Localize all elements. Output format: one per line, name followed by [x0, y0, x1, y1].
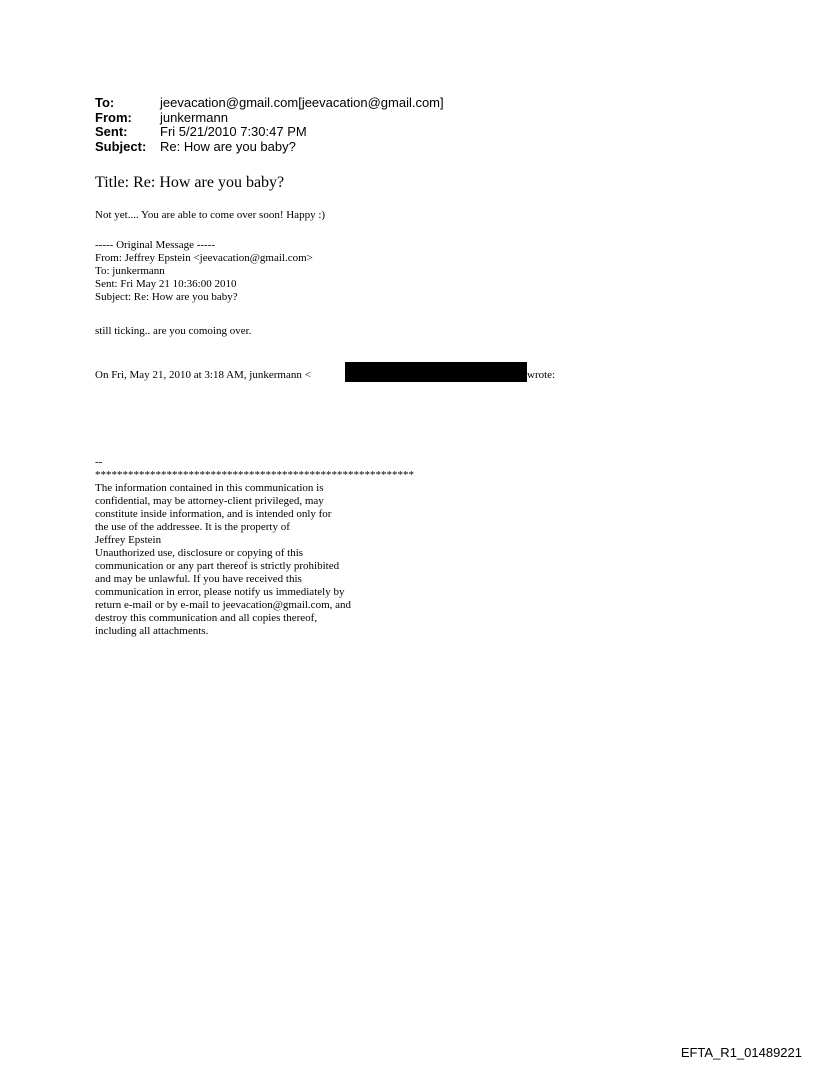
- signature-line: Jeffrey Epstein: [95, 534, 162, 546]
- document-id: EFTA_R1_01489221: [680, 1045, 802, 1060]
- subject-label: Subject:: [95, 138, 147, 154]
- signature-block: [95, 456, 414, 638]
- signature-line: Unauthorized use, disclosure or copying of this: [95, 547, 304, 559]
- original-body: still ticking.. are you comoing over.: [95, 325, 252, 337]
- signature-line: and may be unlawful. If you have received this: [95, 573, 302, 585]
- original-subject: Subject: Re: How are you baby?: [95, 291, 238, 303]
- header-from-row: [95, 111, 444, 126]
- header-to-row: [95, 96, 444, 111]
- signature-line: communication in error, please notify us immediately by: [95, 586, 345, 598]
- quote-line-prefix: On Fri, May 21, 2010 at 3:18 AM, junkermann <: [95, 369, 311, 381]
- original-from: From: Jeffrey Epstein <jeevacation@gmail.com>: [95, 252, 313, 264]
- signature-dashes: --: [95, 456, 103, 468]
- message-title: Title: Re: How are you baby?: [95, 174, 285, 191]
- reply-body: Not yet.... You are able to come over soon! Happy :): [95, 209, 326, 221]
- signature-line: communication or any part thereof is strictly prohibited: [95, 560, 340, 572]
- signature-line: including all attachments.: [95, 625, 209, 637]
- sent-label: Sent:: [95, 124, 128, 139]
- subject-value: Re: How are you baby?: [160, 138, 296, 154]
- signature-line: The information contained in this communication is: [95, 482, 324, 494]
- signature-line: return e-mail or by e-mail to jeevacation@gmail.com, and: [95, 599, 352, 611]
- signature-stars: **********************************************************: [95, 469, 414, 481]
- original-to: To: junkermann: [95, 265, 165, 277]
- signature-line: constitute inside information, and is intended only for: [95, 508, 332, 520]
- signature-line: confidential, may be attorney-client privileged, may: [95, 495, 324, 507]
- original-message: [95, 239, 313, 304]
- redaction-block: [345, 362, 527, 382]
- sent-value: Fri 5/21/2010 7:30:47 PM: [160, 124, 307, 139]
- to-label: To:: [95, 95, 115, 110]
- quote-line-suffix: wrote:: [527, 369, 556, 381]
- header-sent-row: [95, 125, 444, 140]
- signature-line: the use of the addressee. It is the property of: [95, 521, 290, 533]
- from-value: junkermann: [160, 109, 228, 125]
- to-value: jeevacation@gmail.com[jeevacation@gmail.com]: [160, 95, 444, 110]
- signature-line: destroy this communication and all copies thereof,: [95, 612, 318, 624]
- header-subject-row: [95, 140, 444, 155]
- email-header: [95, 96, 444, 154]
- from-label: From:: [95, 109, 132, 125]
- original-separator: ----- Original Message -----: [95, 239, 216, 251]
- original-sent: Sent: Fri May 21 10:36:00 2010: [95, 278, 237, 290]
